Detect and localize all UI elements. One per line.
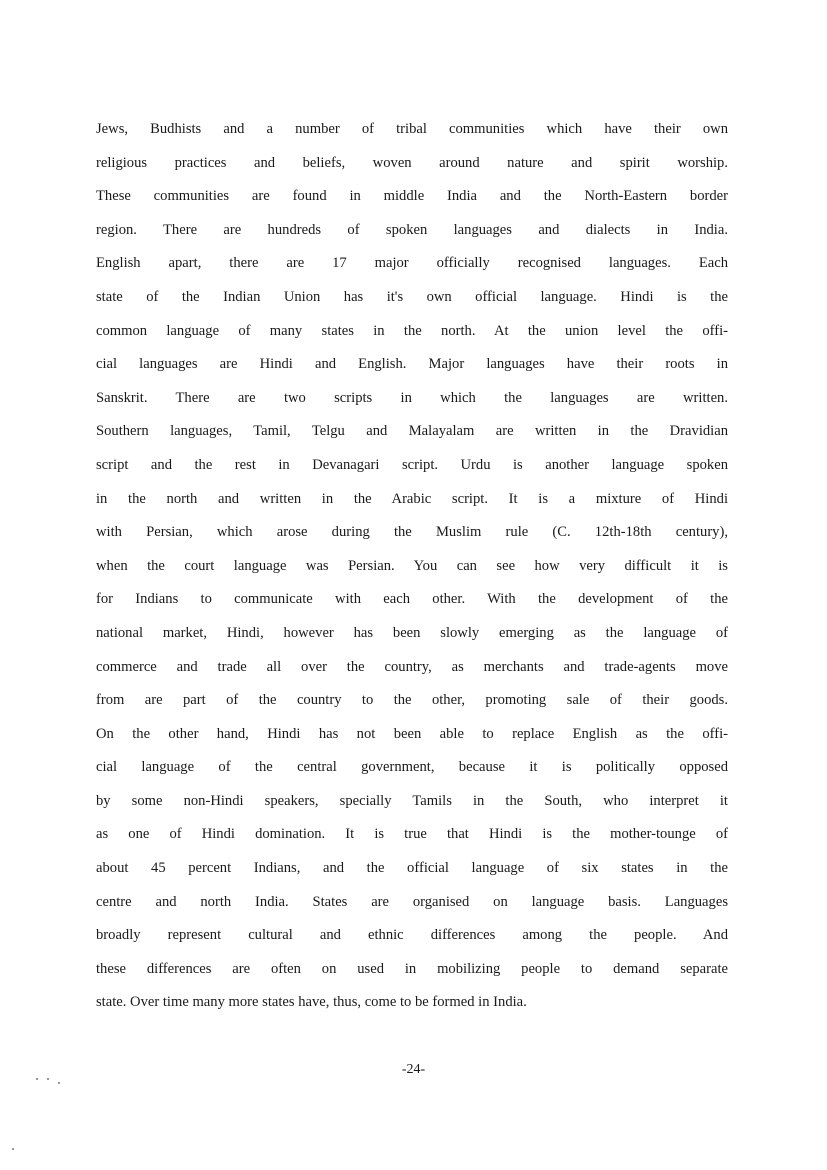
scan-speck [58, 1082, 60, 1084]
text-line: Southern languages, Tamil, Telgu and Malayalam are written in the Dravidian [96, 423, 728, 440]
text-line: On the other hand, Hindi has not been able to replace English as the offi- [96, 725, 728, 742]
text-line: by some non-Hindi speakers, specially Tamils in the South, who interpret it [96, 792, 728, 809]
text-line: state of the Indian Union has it's own official language. Hindi is the [96, 288, 728, 305]
text-line: in the north and written in the Arabic script. It is a mixture of Hindi [96, 490, 728, 507]
text-line: cial language of the central government, because it is politically opposed [96, 759, 728, 776]
text-line: these differences are often on used in mobilizing people to demand separate [96, 960, 728, 977]
text-line: state. Over time many more states have, thus, come to be formed in India. [96, 994, 527, 1011]
text-line: script and the rest in Devanagari script. Urdu is another language spoken [96, 456, 728, 473]
scan-speck [12, 1148, 14, 1150]
body-text [96, 118, 728, 1025]
text-line: Sanskrit. There are two scripts in which the languages are written. [96, 389, 728, 406]
text-line: Jews, Budhists and a number of tribal communities which have their own [96, 121, 728, 137]
text-line: centre and north India. States are organised on language basis. Languages [96, 893, 728, 910]
text-line: common language of many states in the north. At the union level the offi- [96, 322, 728, 339]
text-line: These communities are found in middle India and the North-Eastern border [96, 188, 728, 205]
text-line: with Persian, which arose during the Muslim rule (C. 12th-18th century), [96, 524, 728, 541]
text-line: about 45 percent Indians, and the official language of six states in the [96, 860, 728, 877]
text-line: from are part of the country to the other, promoting sale of their goods. [96, 692, 728, 709]
text-line: for Indians to communicate with each other. With the development of the [96, 591, 728, 608]
text-line: region. There are hundreds of spoken languages and dialects in India. [96, 221, 728, 238]
text-line: when the court language was Persian. You can see how very difficult it is [96, 557, 728, 574]
text-line: cial languages are Hindi and English. Major languages have their roots in [96, 356, 728, 373]
text-line: broadly represent cultural and ethnic differences among the people. And [96, 927, 728, 944]
text-line: as one of Hindi domination. It is true that Hindi is the mother-tounge of [96, 826, 728, 843]
text-line: religious practices and beliefs, woven around nature and spirit worship. [96, 154, 728, 171]
text-line: commerce and trade all over the country, as merchants and trade-agents move [96, 658, 728, 675]
scan-speck [47, 1078, 49, 1080]
text-line: English apart, there are 17 major officially recognised languages. Each [96, 255, 728, 272]
page-number: -24- [401, 1062, 426, 1077]
text-line: national market, Hindi, however has been slowly emerging as the language of [96, 624, 728, 641]
scan-speck [36, 1078, 38, 1080]
